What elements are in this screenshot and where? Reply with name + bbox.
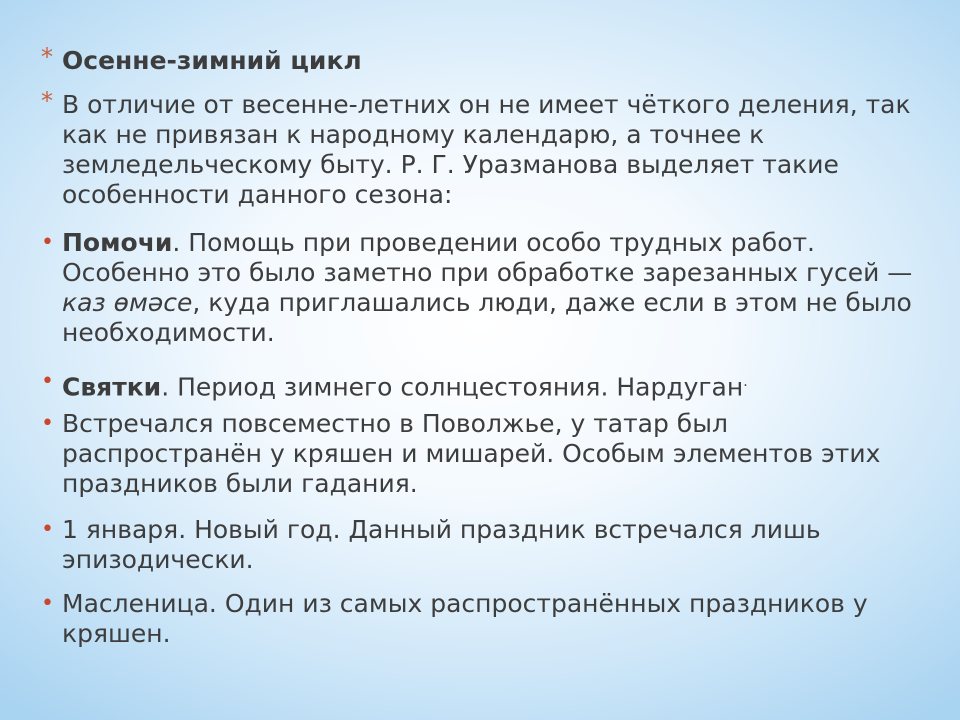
intro-paragraph — [41, 87, 932, 210]
volga-text: Встречался повсеместно в Поволжье, у татар был распространён у кряшен и мишарей. Особым элементов этих праздников были гадания. — [62, 409, 881, 498]
bullet-dot-icon: • — [41, 230, 54, 255]
pomochi-italic: каз өмәсе — [62, 288, 193, 317]
svyatki-mark: . — [743, 374, 748, 390]
bullet-svyatki — [41, 367, 932, 402]
bullet-dot-icon: • — [41, 411, 54, 436]
pomochi-text-b: , куда приглашались люди, даже если в этом не было необходимости. — [62, 288, 912, 347]
bullet-pomochi — [41, 228, 932, 348]
pomochi-text-a: . Помощь при проведении особо трудных работ. Особенно это было заметно при обработке зарезанных гусей — — [62, 228, 913, 287]
intro-text: В отличие от весенне-летних он не имеет чёткого деления, так как не привязан к народному календарю, а точнее к земледельческому быту. Р. Г. Уразманова выделяет такие особенности данного сезона: — [62, 90, 911, 209]
new-year-text: 1 января. Новый год. Данный праздник встречался лишь эпизодически. — [62, 515, 821, 574]
bullet-new-year — [41, 515, 932, 575]
term-svyatki: Святки — [62, 372, 162, 402]
bullet-volga — [41, 409, 932, 499]
asterisk-bullet-icon: * — [41, 43, 53, 71]
bullet-dot-icon: • — [41, 517, 54, 542]
maslenitsa-text: Масленица. Один из самых распространённых праздников у кряшен. — [62, 589, 868, 648]
slide-title — [41, 43, 932, 76]
title-text: Осенне-зимний цикл — [62, 46, 362, 75]
bullet-maslenitsa — [41, 589, 932, 649]
bullet-dot-icon: • — [41, 591, 54, 616]
term-pomochi: Помочи — [62, 228, 173, 257]
bullet-dot-icon: • — [41, 369, 54, 394]
svyatki-text: . Период зимнего солнцестояния. Нардуган — [161, 372, 744, 402]
asterisk-bullet-icon: * — [41, 87, 53, 115]
